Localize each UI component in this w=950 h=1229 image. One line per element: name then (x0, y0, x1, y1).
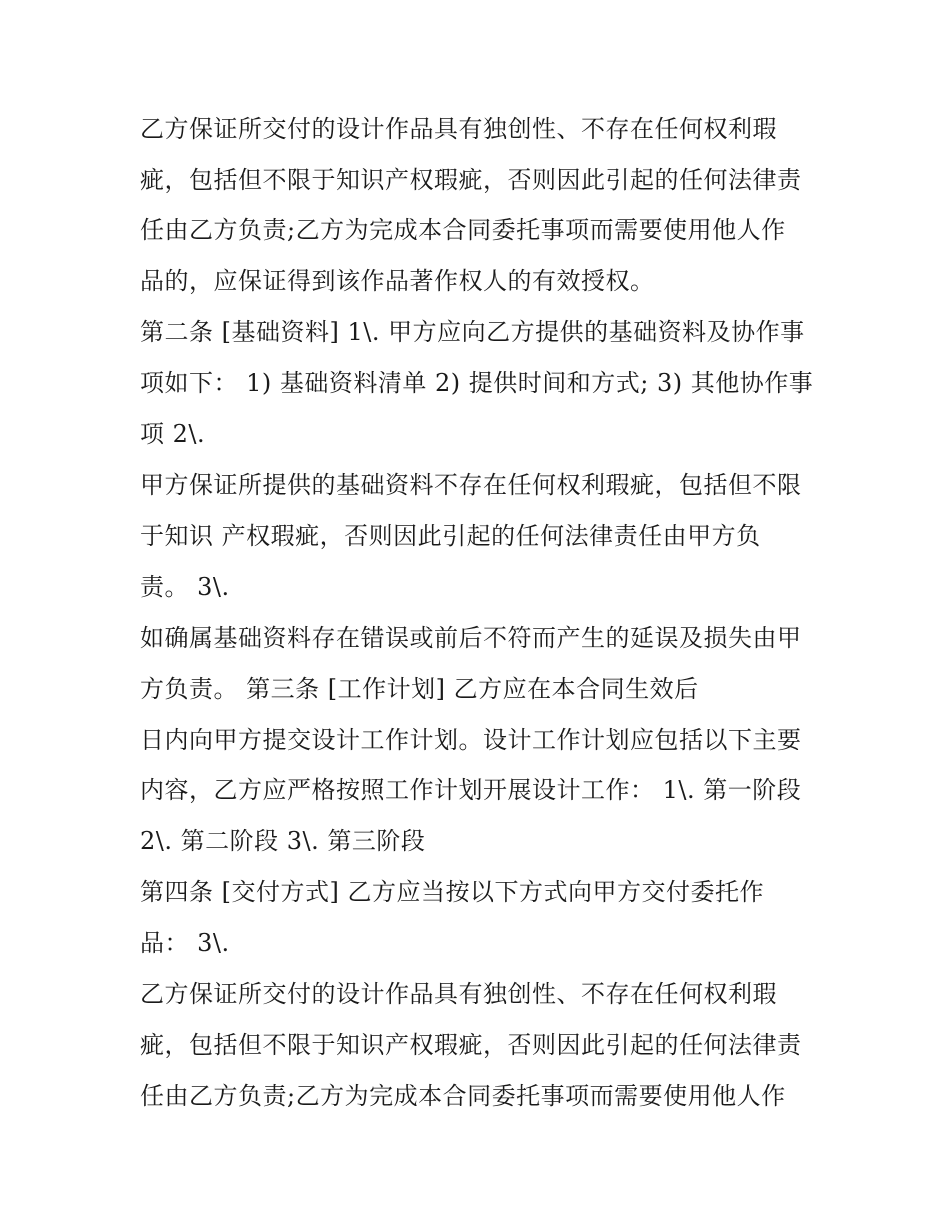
text-line: 如确属基础资料存在错误或前后不符而产生的延误及损失由甲 (140, 624, 802, 652)
text-line: 方负责。 第三条 [工作计划] 乙方应在本合同生效后 (140, 675, 699, 703)
text-line: 任由乙方负责;乙方为完成本合同委托事项而需要使用他人作 (140, 216, 786, 244)
text-line: 内容，乙方应严格按照工作计划开展设计工作： 1\. 第一阶段 (140, 776, 802, 804)
text-line: 乙方保证所交付的设计作品具有独创性、不存在任何权利瑕 (140, 980, 777, 1008)
text-line: 任由乙方负责;乙方为完成本合同委托事项而需要使用他人作 (140, 1082, 786, 1110)
text-line: 日内向甲方提交设计工作计划。设计工作计划应包括以下主要 (140, 726, 802, 754)
text-line: 疵，包括但不限于知识产权瑕疵，否则因此引起的任何法律责 (140, 166, 802, 194)
text-line: 品的，应保证得到该作品著作权人的有效授权。 (140, 267, 655, 295)
text-line: 第四条 [交付方式] 乙方应当按以下方式向甲方交付委托作 (140, 878, 764, 906)
text-line: 品： 3\. (140, 929, 230, 957)
text-line: 责。 3\. (140, 573, 230, 601)
text-line: 2\. 第二阶段 3\. 第三阶段 (140, 827, 426, 855)
text-line: 第二条 [基础资料] 1\. 甲方应向乙方提供的基础资料及协作事 (140, 318, 805, 346)
text-line: 疵，包括但不限于知识产权瑕疵，否则因此引起的任何法律责 (140, 1031, 802, 1059)
text-line: 项 2\. (140, 420, 206, 448)
text-line: 甲方保证所提供的基础资料不存在任何权利瑕疵，包括但不限 (140, 471, 802, 499)
text-line: 乙方保证所交付的设计作品具有独创性、不存在任何权利瑕 (140, 115, 777, 143)
text-line: 于知识 产权瑕疵，否则因此引起的任何法律责任由甲方负 (140, 522, 761, 550)
text-line: 项如下： 1) 基础资料清单 2) 提供时间和方式; 3) 其他协作事 (140, 369, 814, 397)
